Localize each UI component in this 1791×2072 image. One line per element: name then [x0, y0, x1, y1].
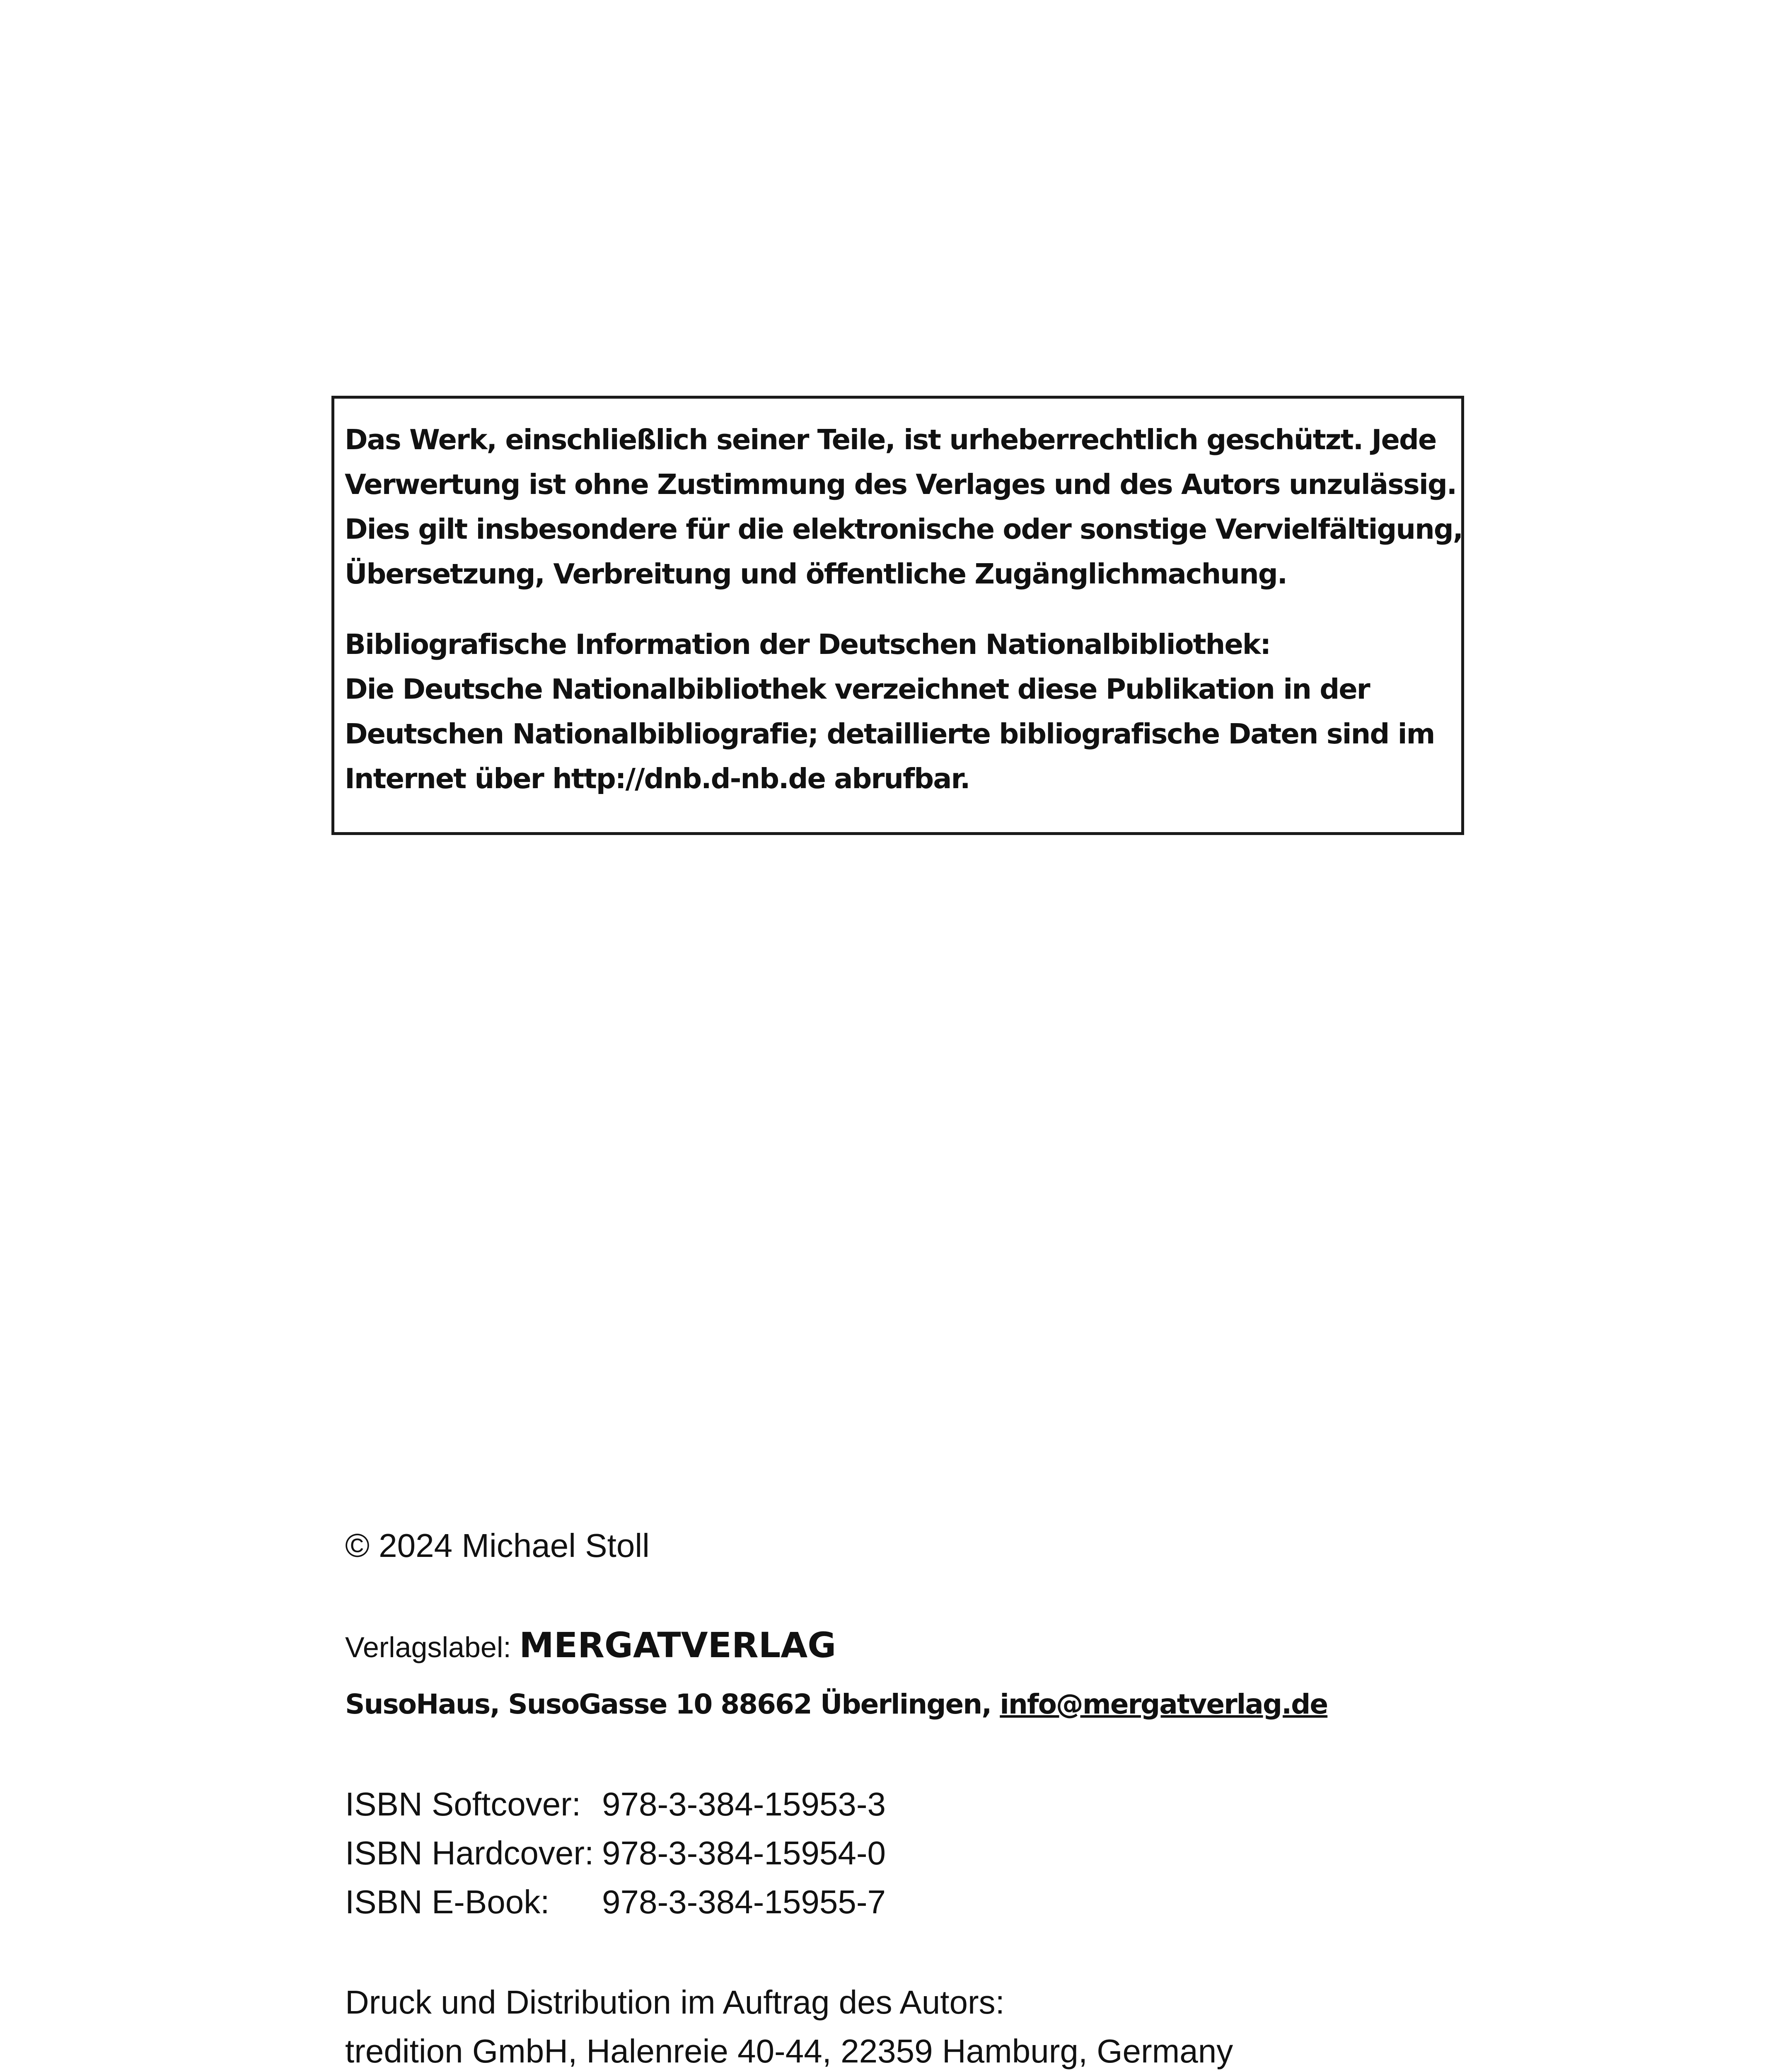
printing-line: Druck und Distribution im Auftrag des Autors:: [345, 1984, 1005, 2021]
notice-line: Das Werk, einschließlich seiner Teile, ist urheberrechtlich geschützt. Jede: [345, 424, 1436, 456]
notice-line: Deutschen Nationalbibliografie; detaillierte bibliografische Daten sind im: [345, 718, 1435, 750]
isbn-value: 978-3-384-15954-0: [602, 1835, 886, 1871]
printing-line: tredition GmbH, Halenreie 40-44, 22359 Hamburg, Germany: [345, 2033, 1233, 2070]
notice-line: Die Deutsche Nationalbibliothek verzeichnet diese Publikation in der: [345, 673, 1370, 705]
notice-line: Dies gilt insbesondere für die elektronische oder sonstige Vervielfältigung,: [345, 513, 1463, 545]
isbn-row: [345, 1780, 886, 1829]
isbn-row: [345, 1829, 886, 1878]
notice-line: Übersetzung, Verbreitung und öffentliche Zugänglichmachung.: [345, 558, 1287, 590]
isbn-value: 978-3-384-15953-3: [602, 1786, 886, 1823]
notice-paragraph-bibliographic: [345, 622, 1451, 801]
printing-info: [345, 1978, 1233, 2072]
notice-line: Internet über http://dnb.d-nb.de abrufbar.: [345, 762, 970, 795]
notice-paragraph-copyright: [345, 417, 1463, 596]
notice-line: Bibliografische Information der Deutschen Nationalbibliothek:: [345, 628, 1271, 661]
copyright-notice-box: [331, 396, 1464, 835]
isbn-label: ISBN Softcover:: [345, 1786, 581, 1823]
publisher-address-text: SusoHaus, SusoGasse 10 88662 Überlingen,: [345, 1688, 991, 1720]
isbn-label: ISBN E-Book:: [345, 1883, 550, 1920]
notice-line: Verwertung ist ohne Zustimmung des Verlages und des Autors unzulässig.: [345, 468, 1457, 501]
publisher-label-prefix: Verlagslabel:: [345, 1631, 511, 1663]
publisher-address: [345, 1684, 1327, 1725]
publisher-label: [345, 1622, 836, 1670]
isbn-label: ISBN Hardcover:: [345, 1835, 594, 1871]
copyright-line: © 2024 Michael Stoll: [345, 1527, 650, 1564]
isbn-row: [345, 1878, 886, 1927]
publisher-name: MERGATVERLAG: [519, 1625, 836, 1665]
isbn-value: 978-3-384-15955-7: [602, 1883, 886, 1920]
isbn-list: [345, 1780, 886, 1927]
publisher-email-link[interactable]: info@mergatverlag.de: [1000, 1688, 1328, 1720]
